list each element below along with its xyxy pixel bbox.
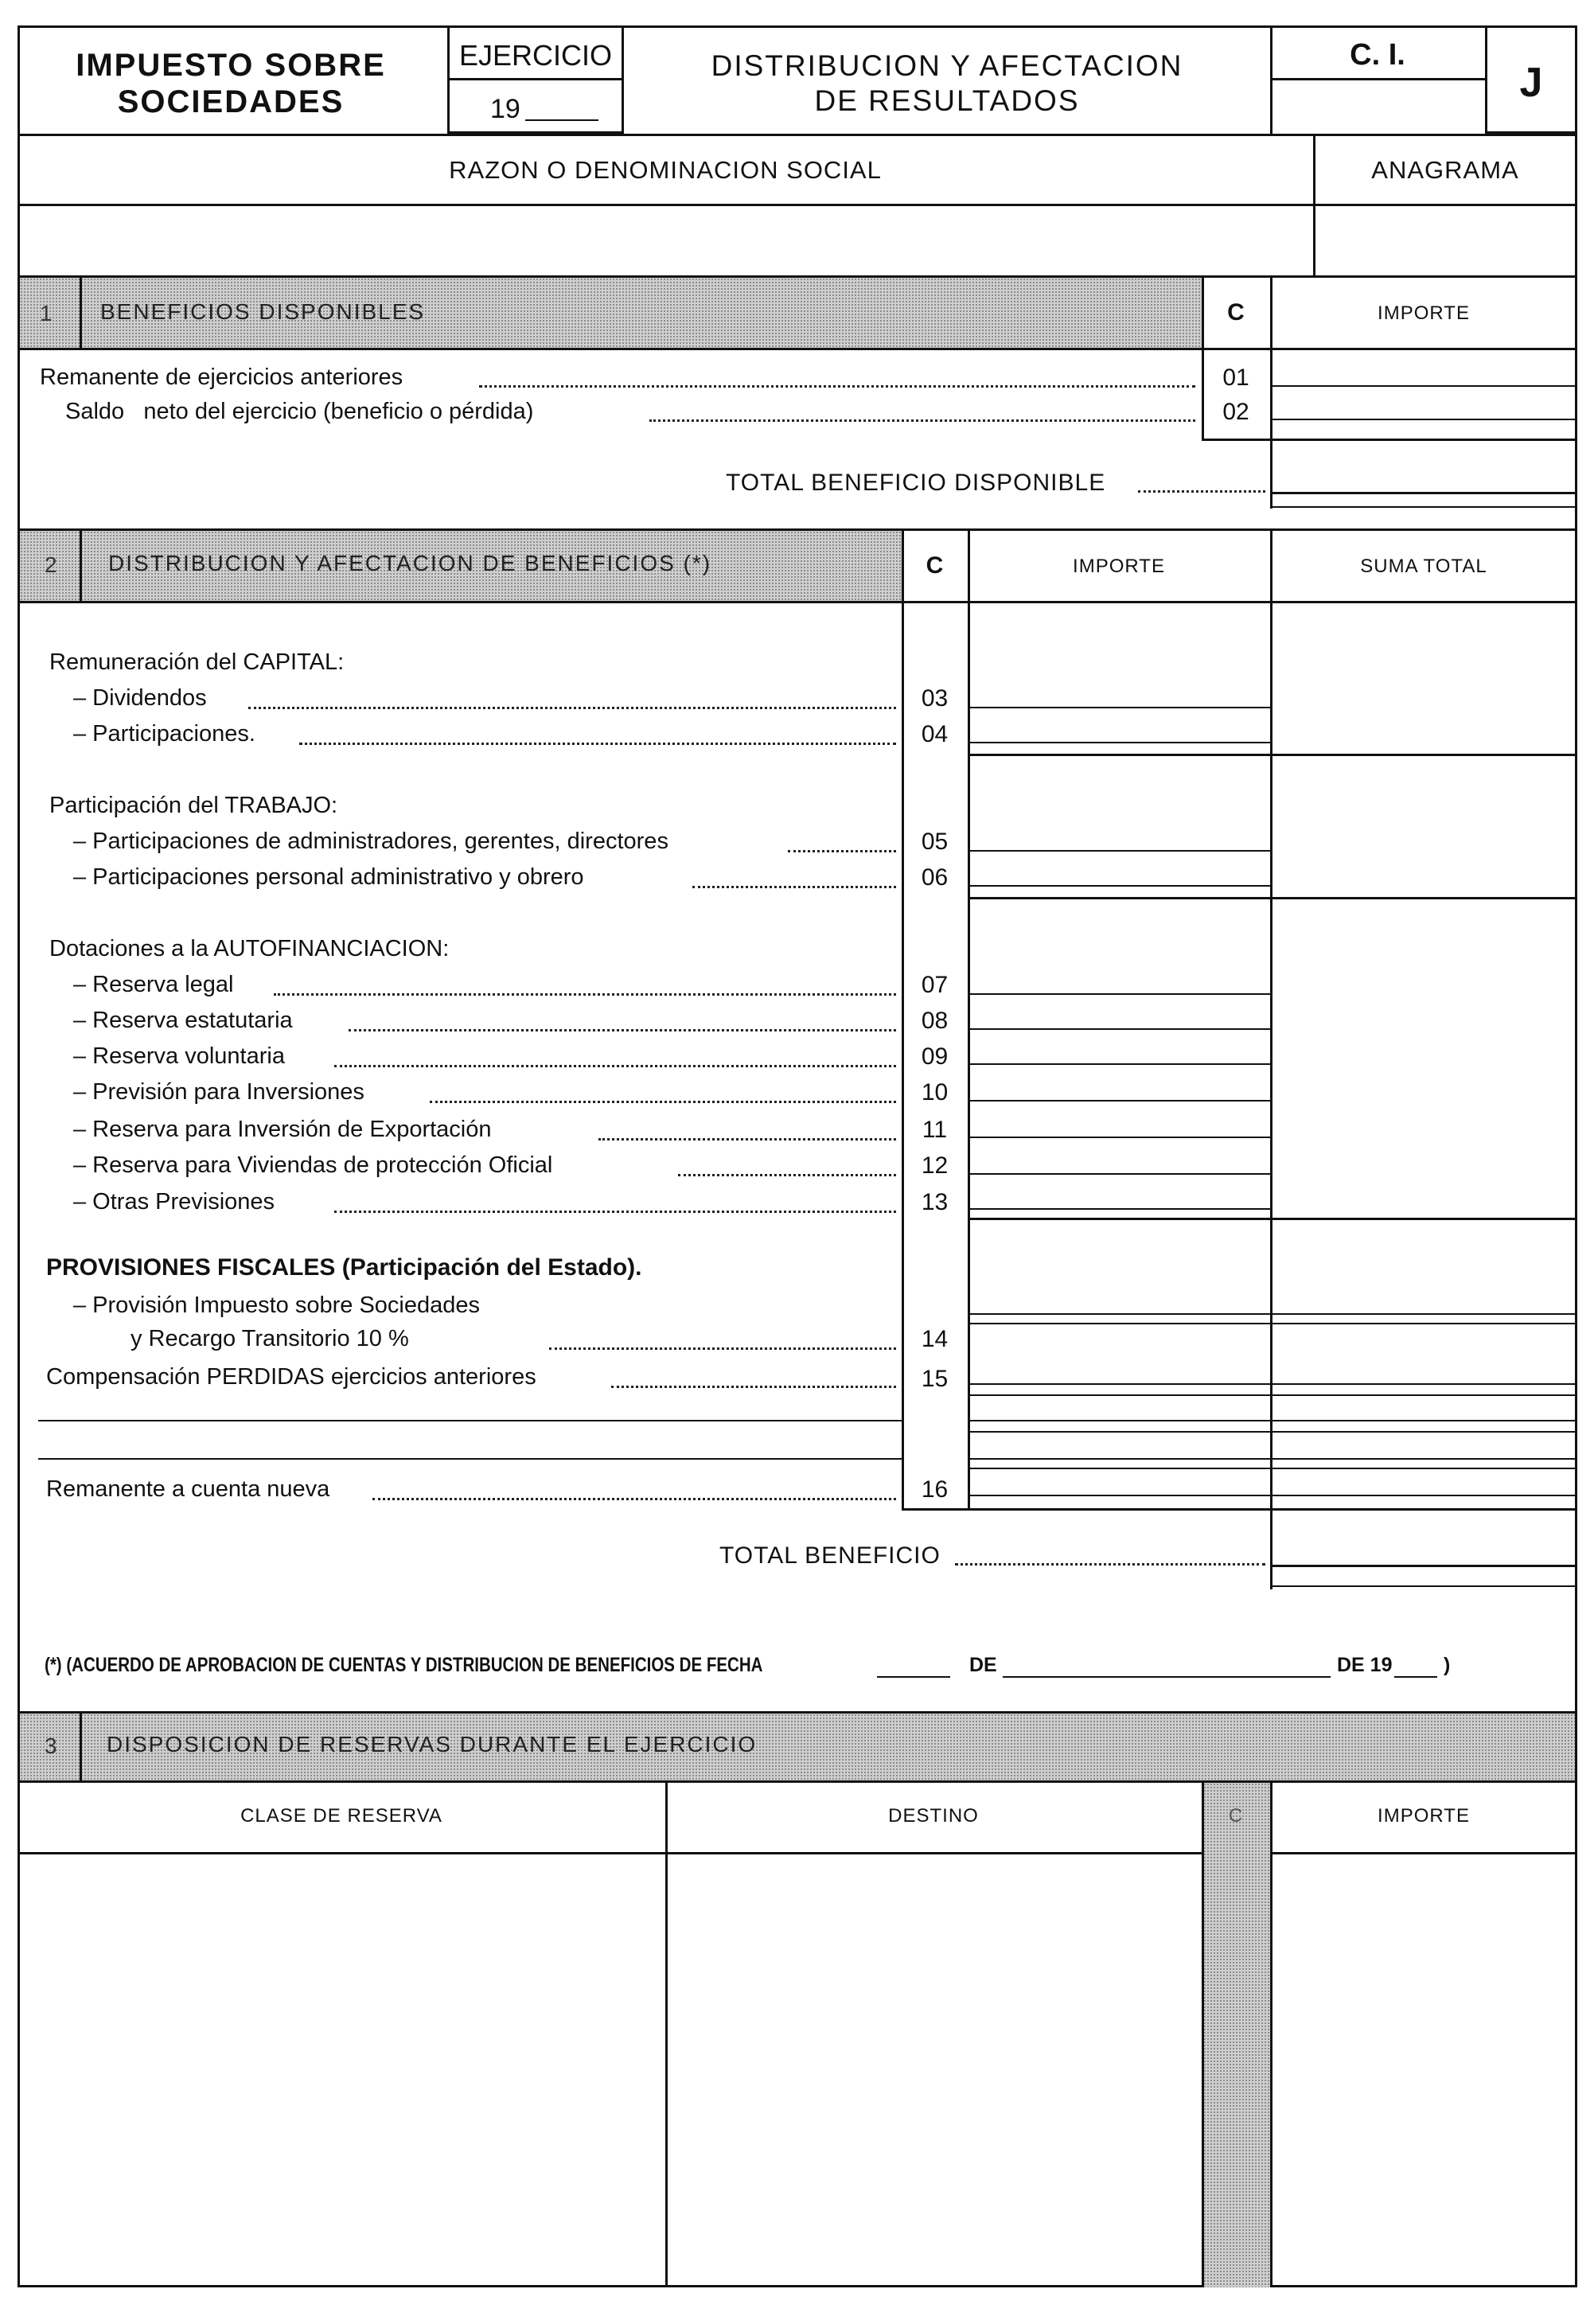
amount-13-line[interactable] bbox=[968, 1208, 1270, 1210]
ci-label: C. I. bbox=[1350, 38, 1405, 72]
col-clase-reserva: CLASE DE RESERVA bbox=[240, 1805, 442, 1827]
destino-entry-area[interactable] bbox=[668, 1855, 1200, 2285]
code-03: 03 bbox=[921, 685, 949, 712]
section1-number: 1 bbox=[40, 301, 53, 326]
part-personal-label: – Participaciones personal administrativo y obrero bbox=[73, 864, 584, 890]
subtotal-trabajo-line[interactable] bbox=[968, 897, 1577, 899]
section3-number: 3 bbox=[45, 1733, 57, 1758]
subtotal-capital-line[interactable] bbox=[968, 754, 1577, 756]
form-title-line2: DE RESULTADOS bbox=[814, 84, 1080, 117]
ejercicio-year[interactable]: 19 bbox=[490, 94, 520, 124]
amount-14-line[interactable] bbox=[968, 1323, 1577, 1324]
code-14: 14 bbox=[921, 1326, 949, 1352]
company-name-label: RAZON O DENOMINACION SOCIAL bbox=[449, 156, 882, 184]
total-disponible-line[interactable] bbox=[1270, 492, 1577, 494]
amount-15-line[interactable] bbox=[968, 1383, 1577, 1385]
tax-title-line2: SOCIEDADES bbox=[117, 84, 345, 119]
section2-code-header: C bbox=[926, 552, 944, 579]
footnote-text: (*) (ACUERDO DE APROBACION DE CUENTAS Y DISTRIBUCION DE BENEFICIOS DE FECHA bbox=[45, 1654, 763, 1676]
form-letter: J bbox=[1519, 60, 1543, 106]
code-11: 11 bbox=[922, 1117, 948, 1143]
code-05: 05 bbox=[921, 829, 949, 855]
anagram-label: ANAGRAMA bbox=[1371, 156, 1519, 184]
code-01: 01 bbox=[1222, 365, 1249, 391]
otras-previsiones-label: – Otras Previsiones bbox=[73, 1189, 275, 1215]
tax-title-line1: IMPUESTO SOBRE bbox=[76, 48, 386, 83]
amount-10-line[interactable] bbox=[968, 1100, 1270, 1102]
section2-amount-header: IMPORTE bbox=[1073, 556, 1165, 577]
section3-title: DISPOSICION DE RESERVAS DURANTE EL EJERCICIO bbox=[107, 1732, 758, 1757]
code-15: 15 bbox=[921, 1366, 949, 1392]
reserva-exportacion-label: – Reserva para Inversión de Exportación bbox=[73, 1117, 492, 1142]
code-06: 06 bbox=[921, 864, 949, 891]
dividendos-label: – Dividendos bbox=[73, 685, 207, 711]
group-capital: Remuneración del CAPITAL: bbox=[49, 649, 345, 675]
code-02: 02 bbox=[1222, 399, 1249, 425]
amount-04-line[interactable] bbox=[968, 742, 1270, 743]
amount-11-line[interactable] bbox=[968, 1137, 1270, 1138]
recargo-transitorio-label: y Recargo Transitorio 10 % bbox=[131, 1326, 409, 1351]
code-09: 09 bbox=[921, 1043, 949, 1070]
footnote-year-field[interactable] bbox=[1394, 1676, 1437, 1678]
col-code: C bbox=[1228, 1805, 1244, 1827]
amount-01-line[interactable] bbox=[1270, 385, 1577, 387]
amount-06-line[interactable] bbox=[968, 885, 1270, 887]
company-name-field[interactable] bbox=[21, 207, 1311, 274]
section2-title: DISTRIBUCION Y AFECTACION DE BENEFICIOS (*) bbox=[108, 551, 712, 575]
col-destino: DESTINO bbox=[888, 1805, 979, 1827]
col-importe: IMPORTE bbox=[1378, 1805, 1470, 1827]
section1-code-header: C bbox=[1227, 299, 1245, 326]
code-04: 04 bbox=[921, 721, 949, 747]
code-12: 12 bbox=[921, 1152, 949, 1179]
ejercicio-label: EJERCICIO bbox=[458, 39, 613, 72]
reserva-viviendas-label: – Reserva para Viviendas de protección Oficial bbox=[73, 1152, 553, 1178]
ejercicio-year-line bbox=[525, 119, 598, 121]
amount-12-line[interactable] bbox=[968, 1173, 1270, 1175]
amount-08-line[interactable] bbox=[968, 1028, 1270, 1030]
amount-07-line[interactable] bbox=[968, 993, 1270, 995]
importe-entry-area[interactable] bbox=[1273, 1855, 1576, 2285]
group-autofinanciacion: Dotaciones a la AUTOFINANCIACION: bbox=[49, 936, 450, 961]
code-13: 13 bbox=[921, 1189, 949, 1215]
form-title-line1: DISTRIBUCION Y AFECTACION bbox=[711, 49, 1183, 82]
reserva-estatutaria-label: – Reserva estatutaria bbox=[73, 1008, 293, 1033]
total-beneficio-label: TOTAL BENEFICIO bbox=[719, 1542, 941, 1569]
remanente-anteriores-label: Remanente de ejercicios anteriores bbox=[40, 365, 403, 390]
remanente-cuenta-nueva-label: Remanente a cuenta nueva bbox=[46, 1476, 330, 1502]
compensacion-perdidas-label: Compensación PERDIDAS ejercicios anteriores bbox=[46, 1364, 536, 1390]
prevision-inversiones-label: – Previsión para Inversiones bbox=[73, 1079, 364, 1105]
section1-amount-header: IMPORTE bbox=[1378, 302, 1470, 324]
provision-impuesto-label: – Provisión Impuesto sobre Sociedades bbox=[73, 1293, 481, 1318]
section3-code-column bbox=[1203, 1783, 1270, 2287]
group-provisiones-fiscales: PROVISIONES FISCALES (Participación del Estado). bbox=[46, 1254, 642, 1281]
footnote-close-paren: ) bbox=[1444, 1654, 1451, 1676]
subtotal-autofin-line[interactable] bbox=[968, 1218, 1577, 1220]
footnote-de-19: DE 19 bbox=[1337, 1654, 1393, 1676]
part-admin-label: – Participaciones de administradores, gerentes, directores bbox=[73, 829, 668, 854]
section2-sum-header: SUMA TOTAL bbox=[1360, 556, 1487, 577]
total-disponible-label: TOTAL BENEFICIO DISPONIBLE bbox=[726, 470, 1106, 496]
anagram-field[interactable] bbox=[1316, 207, 1576, 274]
amount-02-line[interactable] bbox=[1270, 419, 1577, 420]
code-08: 08 bbox=[921, 1008, 949, 1034]
code-10: 10 bbox=[921, 1079, 949, 1105]
section1-title: BENEFICIOS DISPONIBLES bbox=[100, 299, 426, 324]
amount-16-line[interactable] bbox=[968, 1495, 1577, 1496]
footnote-date-field[interactable] bbox=[877, 1676, 950, 1678]
blank-row-1-line[interactable] bbox=[38, 1420, 902, 1421]
participaciones-label: – Participaciones. bbox=[73, 721, 255, 747]
amount-03-line[interactable] bbox=[968, 707, 1270, 708]
amount-09-line[interactable] bbox=[968, 1063, 1270, 1065]
footnote-month-field[interactable] bbox=[1003, 1676, 1331, 1678]
group-trabajo: Participación del TRABAJO: bbox=[49, 793, 338, 818]
saldo-neto-label: Saldo neto del ejercicio (beneficio o pérdida) bbox=[65, 399, 534, 424]
code-16: 16 bbox=[921, 1476, 949, 1503]
reserva-voluntaria-label: – Reserva voluntaria bbox=[73, 1043, 285, 1069]
total-beneficio-line[interactable] bbox=[1270, 1565, 1577, 1567]
reserva-entry-area[interactable] bbox=[21, 1855, 664, 2285]
code-07: 07 bbox=[921, 972, 949, 998]
section2-number: 2 bbox=[45, 552, 57, 577]
amount-05-line[interactable] bbox=[968, 850, 1270, 852]
footnote-de-1: DE bbox=[969, 1654, 997, 1676]
reserva-legal-label: – Reserva legal bbox=[73, 972, 234, 997]
blank-row-2-line[interactable] bbox=[38, 1458, 902, 1460]
